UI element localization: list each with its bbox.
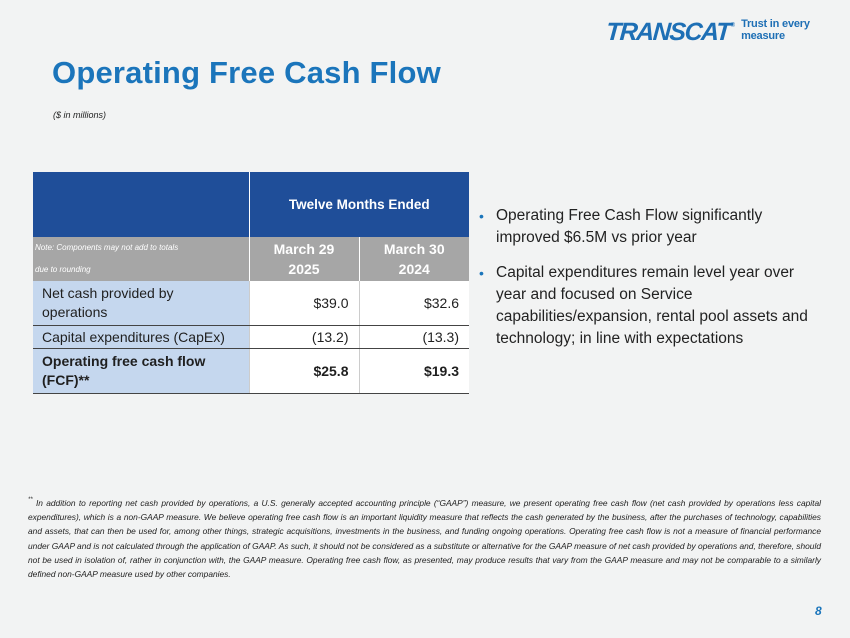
row-label-line2: operations xyxy=(42,304,108,320)
bullet-item xyxy=(478,262,823,350)
non-gaap-footnote xyxy=(28,496,821,581)
table-row-net-cash xyxy=(33,281,469,326)
table-row-capex xyxy=(33,326,469,349)
header-period-group: Twelve Months Ended xyxy=(249,172,469,237)
value-2024: $32.6 xyxy=(359,281,469,326)
row-label xyxy=(33,281,249,326)
bullet-dot-icon: • xyxy=(479,208,484,224)
bullet-text: Operating Free Cash Flow significantly improved $6.5M vs prior year xyxy=(496,207,763,246)
row-label: Capital expenditures (CapEx) xyxy=(33,326,249,349)
row-label-line2: (FCF)** xyxy=(42,372,90,388)
bullet-item xyxy=(478,205,823,249)
column-date: March 30 xyxy=(383,241,445,257)
row-label xyxy=(33,349,249,394)
slide-title: Operating Free Cash Flow xyxy=(52,55,441,90)
row-label-line1: Operating free cash flow xyxy=(42,353,206,369)
value-2025: $39.0 xyxy=(249,281,359,326)
value-2025: (13.2) xyxy=(249,326,359,349)
key-points-list xyxy=(478,205,823,363)
units-subtitle: ($ in millions) xyxy=(53,110,107,120)
registered-mark: ® xyxy=(730,23,736,29)
company-logo xyxy=(606,17,850,45)
footnote-text: In addition to reporting net cash provided by operations, a U.S. generally accepted accounting principle (“GAAP”) measure, we present operating free cash flow (net cash provided by operations less capital expenditures), which is a non-GAAP measure. We believe operating free cash flow is an important liquidity measure that reflects the cash generated by the business, after the purchases of technology, capabilities and assets, that can then be used for, among other things, strategic acquisitions, investments in the business, and funding ongoing operations. Operating free cash flow is not a measure of financial performance under GAAP and is not calculated through the application of GAAP. As such, it should not be considered as a substitute or alternative for the GAAP measure of net cash provided by operations and, therefore, should not be used in isolation of, rather in conjunction with, the GAAP measure. Operating free cash flow, as presented, may produce results that vary from the GAAP measure and may not be comparable to a similarly defined non-GAAP measure used by other companies. xyxy=(28,498,821,580)
column-header-2024 xyxy=(359,237,469,281)
rounding-note-line1: Note: Components may not add to totals xyxy=(35,243,179,252)
column-year: 2024 xyxy=(398,261,430,277)
bullet-text: Capital expenditures remain level year over year and focused on Service capabilities/expansion, rental pool assets and technology; in line with expectations xyxy=(496,264,808,347)
column-header-2025 xyxy=(249,237,359,281)
table-header-row xyxy=(33,172,469,237)
logo-wordmark: TRANSCAT xyxy=(605,18,731,46)
rounding-note xyxy=(33,237,249,281)
value-2024: $19.3 xyxy=(359,349,469,394)
column-year: 2025 xyxy=(288,261,320,277)
value-2025: $25.8 xyxy=(249,349,359,394)
page-number: 8 xyxy=(815,604,822,618)
table-row-fcf xyxy=(33,349,469,394)
cash-flow-table xyxy=(33,172,469,394)
header-blank-cell xyxy=(33,172,249,237)
column-date: March 29 xyxy=(273,241,335,257)
row-label-line1: Net cash provided by xyxy=(42,285,174,301)
logo-tagline: Trust in every measure xyxy=(741,18,810,42)
bullet-dot-icon: • xyxy=(479,265,484,281)
rounding-note-line2: due to rounding xyxy=(35,265,91,274)
value-2024: (13.3) xyxy=(359,326,469,349)
footnote-marker: ** xyxy=(28,497,33,503)
table-subheader-row xyxy=(33,237,469,281)
